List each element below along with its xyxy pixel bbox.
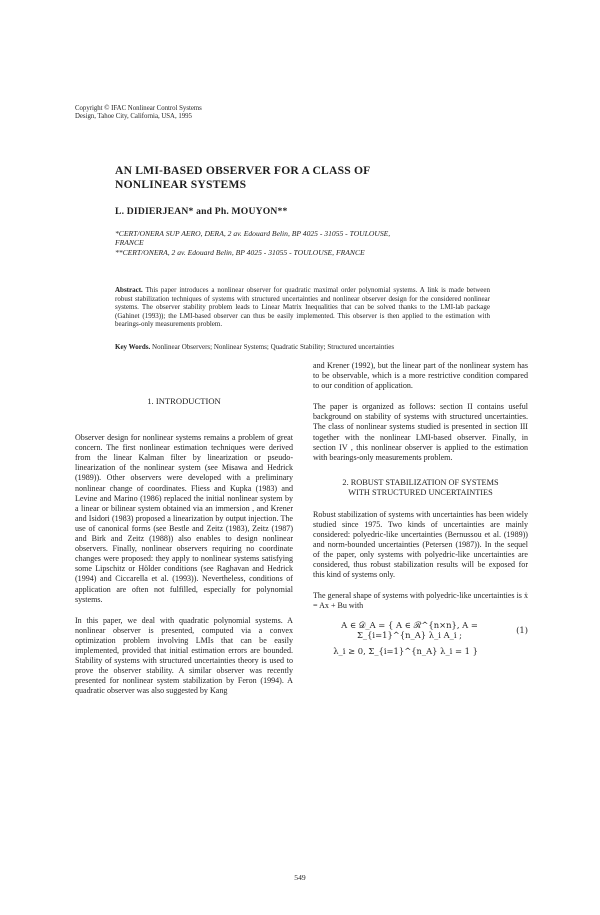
left-column [75, 361, 293, 696]
affiliation-line-2: FRANCE [115, 238, 144, 248]
section-heading-robust-stabilization [313, 478, 528, 499]
equation-1-number: (1) [516, 624, 528, 635]
copyright-line-1: Copyright © IFAC Nonlinear Control Systems [75, 105, 202, 112]
affiliation-line-3: **CERT/ONERA, 2 av. Edouard Belin, BP 4025 - 31055 - TOULOUSE, FRANCE [115, 247, 365, 257]
authors: L. DIDIERJEAN* and Ph. MOUYON** [115, 206, 288, 217]
equation-1-main: A ∈ 𝒟_A = { A ∈ ℛ^{n×n}, A = Σ_{i=1}^{n_A} λ_i A_i ; [341, 619, 478, 640]
abstract [115, 286, 490, 329]
intro-paragraph-1: Observer design for nonlinear systems remains a problem of great concern. The first nonlinear estimation techniques were derived from the linear Kalman filter by linearization or pseudo-linearization of the nonlinear system (see Misawa and Hedrick (1989)). Other observers were developed with a preliminary nonlinear change of coordinates. Fliess and Kupka (1983) and Levine and Marino (1986) replaced the initial nonlinear system by a linear or bilinear system obtained via an immersion , and Krener and Isidori (1983) proposed a linearization by output injection. The use of canonical forms (see Bestle and Zeitz (1983), Zeitz (1987) and Birk and Zeitz (1988)) also enables to design nonlinear observers. Finally, nonlinear observers requiring no coordinate changes were proposed: they apply to nonlinear systems satisfying some Lipschitz or Hölder conditions (see Raghavan and Hedrick (1994) and Ciccarella et al. (1993)). Nevertheless, conditions of application are often not fulfilled, especially for polynomial systems. [75, 433, 293, 604]
paper-title [115, 164, 445, 191]
title-line-1: AN LMI-BASED OBSERVER FOR A CLASS OF [115, 164, 371, 177]
keywords [115, 343, 490, 352]
equation-1 [313, 620, 528, 640]
abstract-text: This paper introduces a nonlinear observer for quadratic maximal order polynomial systems. A link is made between robust stabilization techniques of systems with structured uncertainties and nonlinear observer design for the considered nonlinear systems. The observer stability problem leads to Linear Matrix Inequalities that can be solved thanks to the LMI-lab package (Gahinet (1993)); the LMI-based observer can thus be easily implemented. This observer is then applied to the estimation with bearings-only measurements problem. [115, 286, 491, 328]
right-column [313, 361, 528, 656]
keywords-text: Nonlinear Observers; Nonlinear Systems; Quadratic Stability; Structured uncertainties [152, 343, 395, 351]
keywords-label: Key Words. [115, 343, 151, 351]
affiliation-line-1: *CERT/ONERA SUP AERO, DERA, 2 av. Edouard Belin, BP 4025 - 31055 - TOULOUSE, [115, 229, 391, 238]
title-line-2: NONLINEAR SYSTEMS [115, 177, 247, 191]
abstract-label: Abstract. [115, 286, 143, 294]
right-paragraph-2: The paper is organized as follows: section II contains useful background on stability of systems with structured uncertainties. The class of nonlinear systems studied is presented in section III together with the nonlinear LMI-based observer. Finally, in section IV , this nonlinear observer is applied to the estimation with bearings-only measurements problem. [313, 402, 528, 462]
affiliations [115, 229, 495, 257]
right-paragraph-3: Robust stabilization of systems with uncertainties has been widely studied since 1975. Two kinds of uncertainties are mainly considered: polyedric-like uncertainties (Bernussou et al. (1989)) and norm-bounded uncertainties (Petersen (1987)). In the sequel of the paper, only systems with polyedric-like uncertainties are considered, thus robust stabilization results will be exposed for this kind of systems only. [313, 509, 528, 580]
section2-heading-line-2: WITH STRUCTURED UNCERTAINTIES [348, 488, 493, 498]
equation-1-constraint: λ_i ≥ 0, Σ_{i=1}^{n_A} λ_i = 1 } [333, 645, 478, 656]
right-paragraph-4: The general shape of systems with polyedric-like uncertainties is ẋ = Ax + Bu with [313, 591, 528, 611]
section-heading-introduction: 1. INTRODUCTION [147, 396, 221, 406]
copyright-line-2: Design, Tahoe City, California, USA, 1995 [75, 113, 192, 121]
section2-heading-line-1: 2. ROBUST STABILIZATION OF SYSTEMS [342, 477, 499, 487]
page-number: 549 [294, 873, 306, 882]
intro-paragraph-2: In this paper, we deal with quadratic polynomial systems. A nonlinear observer is presented, computed via a convex optimization problem involving LMIs that can be easily implemented, provided that initial estimation errors are bounded. Stability of systems with structured uncertainties theory is used to prove the observer stability. A similar observer was recently presented for nonlinear system stabilization by Feron (1994). A quadratic observer was also suggested by Kang [75, 615, 293, 696]
right-paragraph-1: and Krener (1992), but the linear part of the nonlinear system has to be observable, which is a more restrictive condition compared to our condition of application. [313, 361, 528, 391]
copyright-notice [75, 105, 395, 121]
